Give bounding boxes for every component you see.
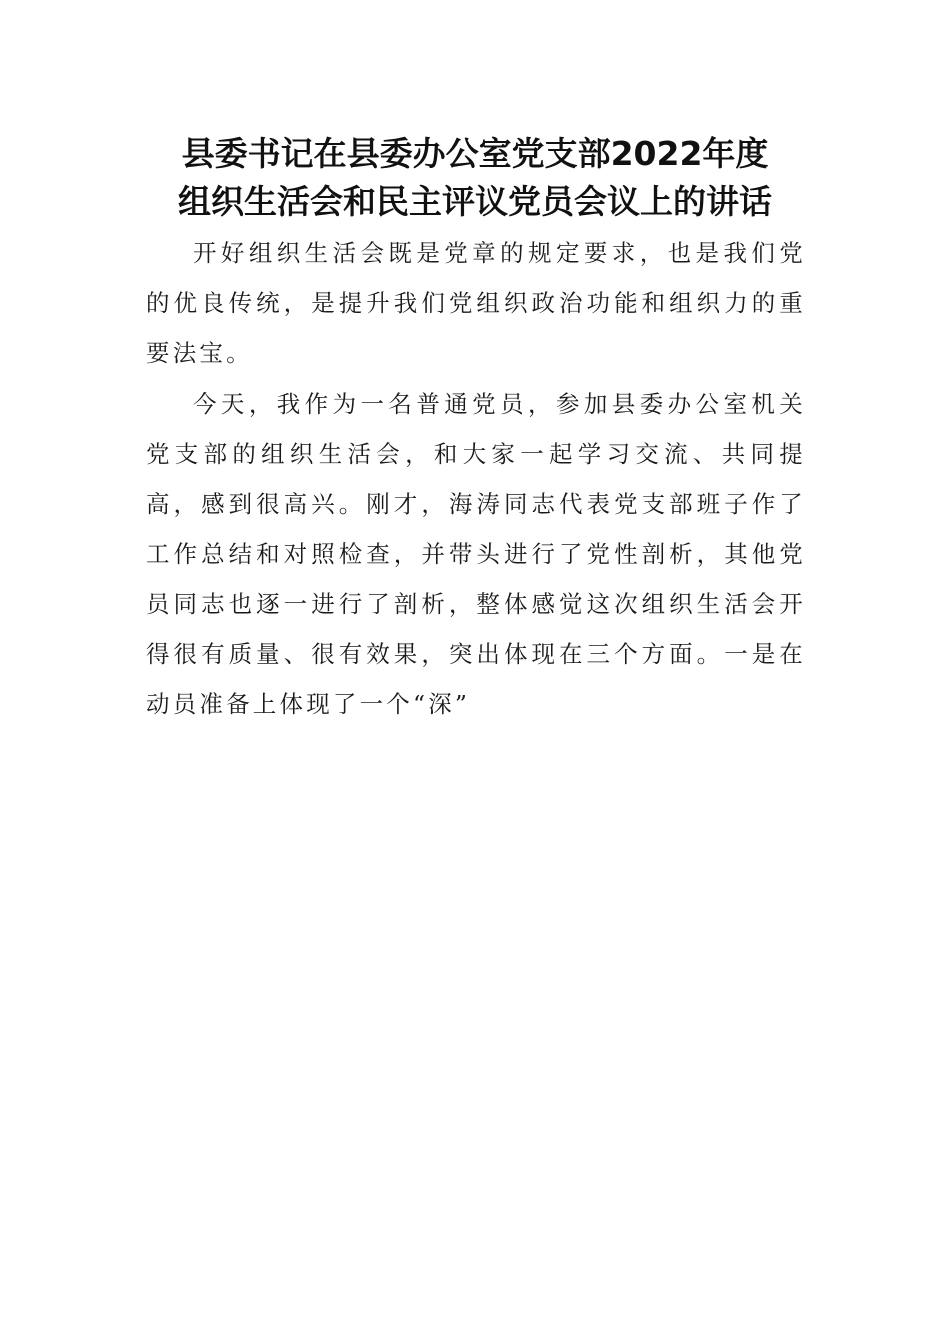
title-line-2: 组织生活会和民主评议党员会议上的讲话: [178, 182, 772, 221]
document-body: [146, 228, 806, 730]
document-title: [100, 130, 850, 226]
paragraph-2: 今天，我作为一名普通党员，参加县委办公室机关党支部的组织生活会，和大家一起学习交流、共同提高，感到很高兴。刚才，海涛同志代表党支部班子作了工作总结和对照检查，并带头进行了党性剖析，其他党员同志也逐一进行了剖析，整体感觉这次组织生活会开得很有质量、很有效果，突出体现在三个方面。一是在动员准备上体现了一个“深”: [146, 390, 806, 718]
title-line-1: 县委书记在县委办公室党支部2022年度: [181, 134, 769, 173]
paragraph-1: 开好组织生活会既是党章的规定要求，也是我们党的优良传统，是提升我们党组织政治功能和组织力的重要法宝。: [146, 239, 806, 367]
